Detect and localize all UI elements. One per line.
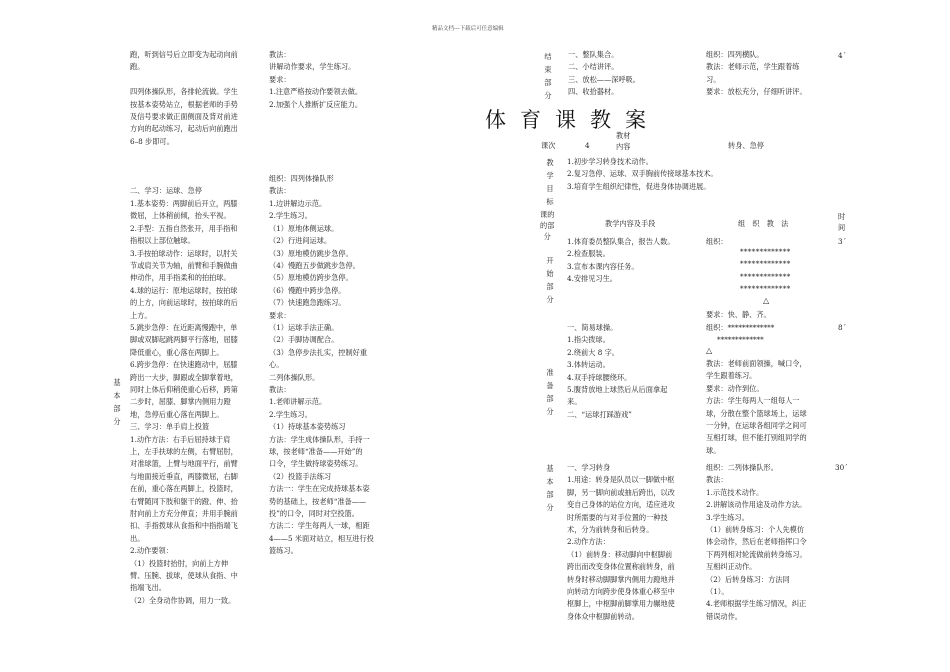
- end-part-label: 结 束 部 分: [544, 52, 552, 100]
- material-content: 转身、急停: [728, 141, 764, 150]
- prep-org-formation-2: *************: [717, 335, 764, 344]
- prep-org-method: 教法：老师前面领操，喊口令， 学生跟着练习。 要求：动作到位。 方法：学生每两人一组每人一 球，分散在整个篮球场上，运球 一分钟，在运球各组同学之间可 互相打球，但不能打别组同学的 球。: [706, 359, 807, 455]
- lesson-number-label: 课次: [541, 141, 556, 150]
- basic-part-time: 30´: [835, 463, 848, 472]
- goal-label: 教 学 目 标: [546, 158, 554, 206]
- left-basic-part-label: 基 本 部 分: [113, 378, 121, 426]
- start-part-label: 开 始 部 分: [546, 256, 554, 304]
- page-header: 精品文档---下载后可任意编辑: [432, 26, 504, 32]
- basic-part-organization: 组织：二列体操队形。 教法： 1.示范技术动作。 2.讲解该动作用途及动作方法。 3.学生练习。 （1）前转身练习：个人先模仿 体会动作，然后在老师指挥口令 下两列相对轮流做前转身练习。 互相纠正动作。 （2）后转身练习：方法同 （1）。 4.老师根据学生练习情况，纠正 错误动作。: [706, 463, 807, 621]
- end-part-content: 一、整队集合。 二、小结讲评。 三、放松——深呼吸。 四、收拾器材。: [568, 50, 640, 97]
- prep-teacher-triangle: △: [706, 346, 713, 355]
- time-column-header: 时 间: [838, 212, 846, 232]
- organization-column-header: 组 织 教 法: [738, 219, 789, 228]
- left-content-column: 跑，听到信号后立即变为起动向前 跑。 四列体操队形，各排轮流做。学生 按基本姿势站立，根据老师的手势 及信号要求做正面侧面及背对前进 方向的起动练习，起动后向前跑出 6–8 步即可。 二、学习：运球、急停 1.基本姿势：两脚前后开立，两膝 微屈，上体稍前倾，抬头平视。 2.手型：五指自然张开，用手指和 指根以上部位触球。 3.手按拍球动作：运球时，以肘关 节或肩关节为轴，前臂和手腕做曲 伸动作，用手指柔和的拍拍球。 4.球的运行：原地运球时，按拍球 的上方，向前运球时，按拍球的后 上方。 5.跳步急停：在近距离慢跑中，单 脚或双脚起跳两脚平行落地，屈膝 降低重心，重心落在两脚上。 6.跨步急停：在快速跑动中，屈膝 跨出一大步，脚跟或全脚掌着地， 同时上体后仰稍使重心后移，跨第 二步时，屈膝、脚掌内侧用力蹬 地，急停后重心落在两脚上。 三、学习：单手肩上投篮 1.动作方法：右手后屈持球于肩 上，左手扶球的左侧，右臂屈肘， 对准球篮，上臂与地面平行，前臂 与地面接近垂直，两膝微屈，右脚 在前，重心落在两脚上，投篮时， 右臂随同下肢和躯干的蹬、伸、抬 肘向前上方充分伸直；并用手腕前 扣、手指拨球从食指和中指指端飞 出。 2.动作要领： （1）投篮时抬肘，向前上方伸 臂、压腕、拔球，使球从食指、中 指端飞出。 （2）全身动作协调，用力一致。: [130, 50, 238, 605]
- basic-part-label: 基 本 部 分: [546, 464, 554, 512]
- prep-part-label: 准 备 部 分: [546, 368, 554, 416]
- material-label: 教材 内容: [616, 131, 631, 151]
- formation-stars: ************* ************* ************* *************: [740, 247, 791, 294]
- basic-part-content: 一、学习转身 1.用途：转身是队员以一脚做中枢 脚，另一脚向前或抽后跨出，以改 变自己身体的站位方向，适应进攻 时所需要的与对手位置的一种技 术，分为前转身和后转身。 2.动作方法： （1）前转身：移动脚向中枢脚前 跨出而改变身体位置称前转身，前 转身时移动脚脚掌内侧用力蹬地并 向转动方向跨步使身体重心移至中 枢脚上，中枢脚前脚掌用力辗地使 身体众中枢脚前转动。: [567, 463, 675, 621]
- teaching-goals: 1.初步学习转身技术动作。 2.复习急停、运球、双手胸前传接球基本技术。 3.培育学生组织纪律性，促进身体协调进展。: [567, 157, 718, 191]
- start-part-content: 1.体育委员整队集合，报告人数。 2.检查服装。 3.宣布本课内容任务。 4.安排见习生。: [567, 237, 675, 284]
- prep-part-time: 8´: [838, 323, 847, 332]
- start-org-label: 组织：: [706, 237, 728, 246]
- left-organization-column: 教法： 讲解动作要求，学生练习。 要求： 1.注意严格按动作要领去做。 2.加强个人推断扩反应能力。 组织：四列体操队形 教法： 1.边讲解边示范。 2.学生练习。 （1）原地体侧运球。 （2）行进间运球。 （3）原地模仿跳步急停。 （4）慢跑五步做跳步急停。 （5）原地模仿跨步急停。 （6）慢跑中跨步急停。 （7）快速跑急跑练习。 要求： （1）运球手法正确。 （2）手脚协调配合。 （3）急停步法扎实，控制好重 心。 二列体操队形。 教法： 1.老师讲解示范。 2.学生练习。 （1）持球基本姿势练习 方法：学生成体操队形，手持一 球，按老师“准备——开始”的 口令，学生做持球姿势练习。 （2）投篮手法练习 方法一：学生在完成持球基本姿 势的基础上，按老师“准备—— 投”的口令，同时对空投篮。 方法二：学生每两人一球，相距 4——5 米面对站立，相互进行投 篮练习。: [269, 50, 374, 556]
- teacher-triangle: △: [763, 296, 770, 305]
- end-part-organization: 组织：四列横队。 教法：老师示范，学生跟着练 习。 要求：放松充分，仔细听讲评。: [706, 50, 807, 97]
- end-part-time: 4´: [838, 51, 847, 60]
- part-column-header: 课的 的部 分: [540, 210, 555, 241]
- prep-part-content: 一、简易球操。 1.指尖拨球。 2.绕前大 8 字。 3.体转运动。 4.双手持球腰绕环。 5.腹背放地上球然后从后面拿起 来。 二、“运球打踩游戏”: [567, 323, 668, 419]
- start-part-time: 3´: [838, 237, 847, 246]
- page-title: 体育课教案: [485, 108, 660, 132]
- content-column-header: 教学内容及手段: [605, 219, 656, 228]
- lesson-number: 4: [585, 141, 590, 150]
- start-requirement: 要求：快、静、齐。: [706, 310, 771, 319]
- prep-org-formation-1: 组织：*************: [706, 323, 775, 332]
